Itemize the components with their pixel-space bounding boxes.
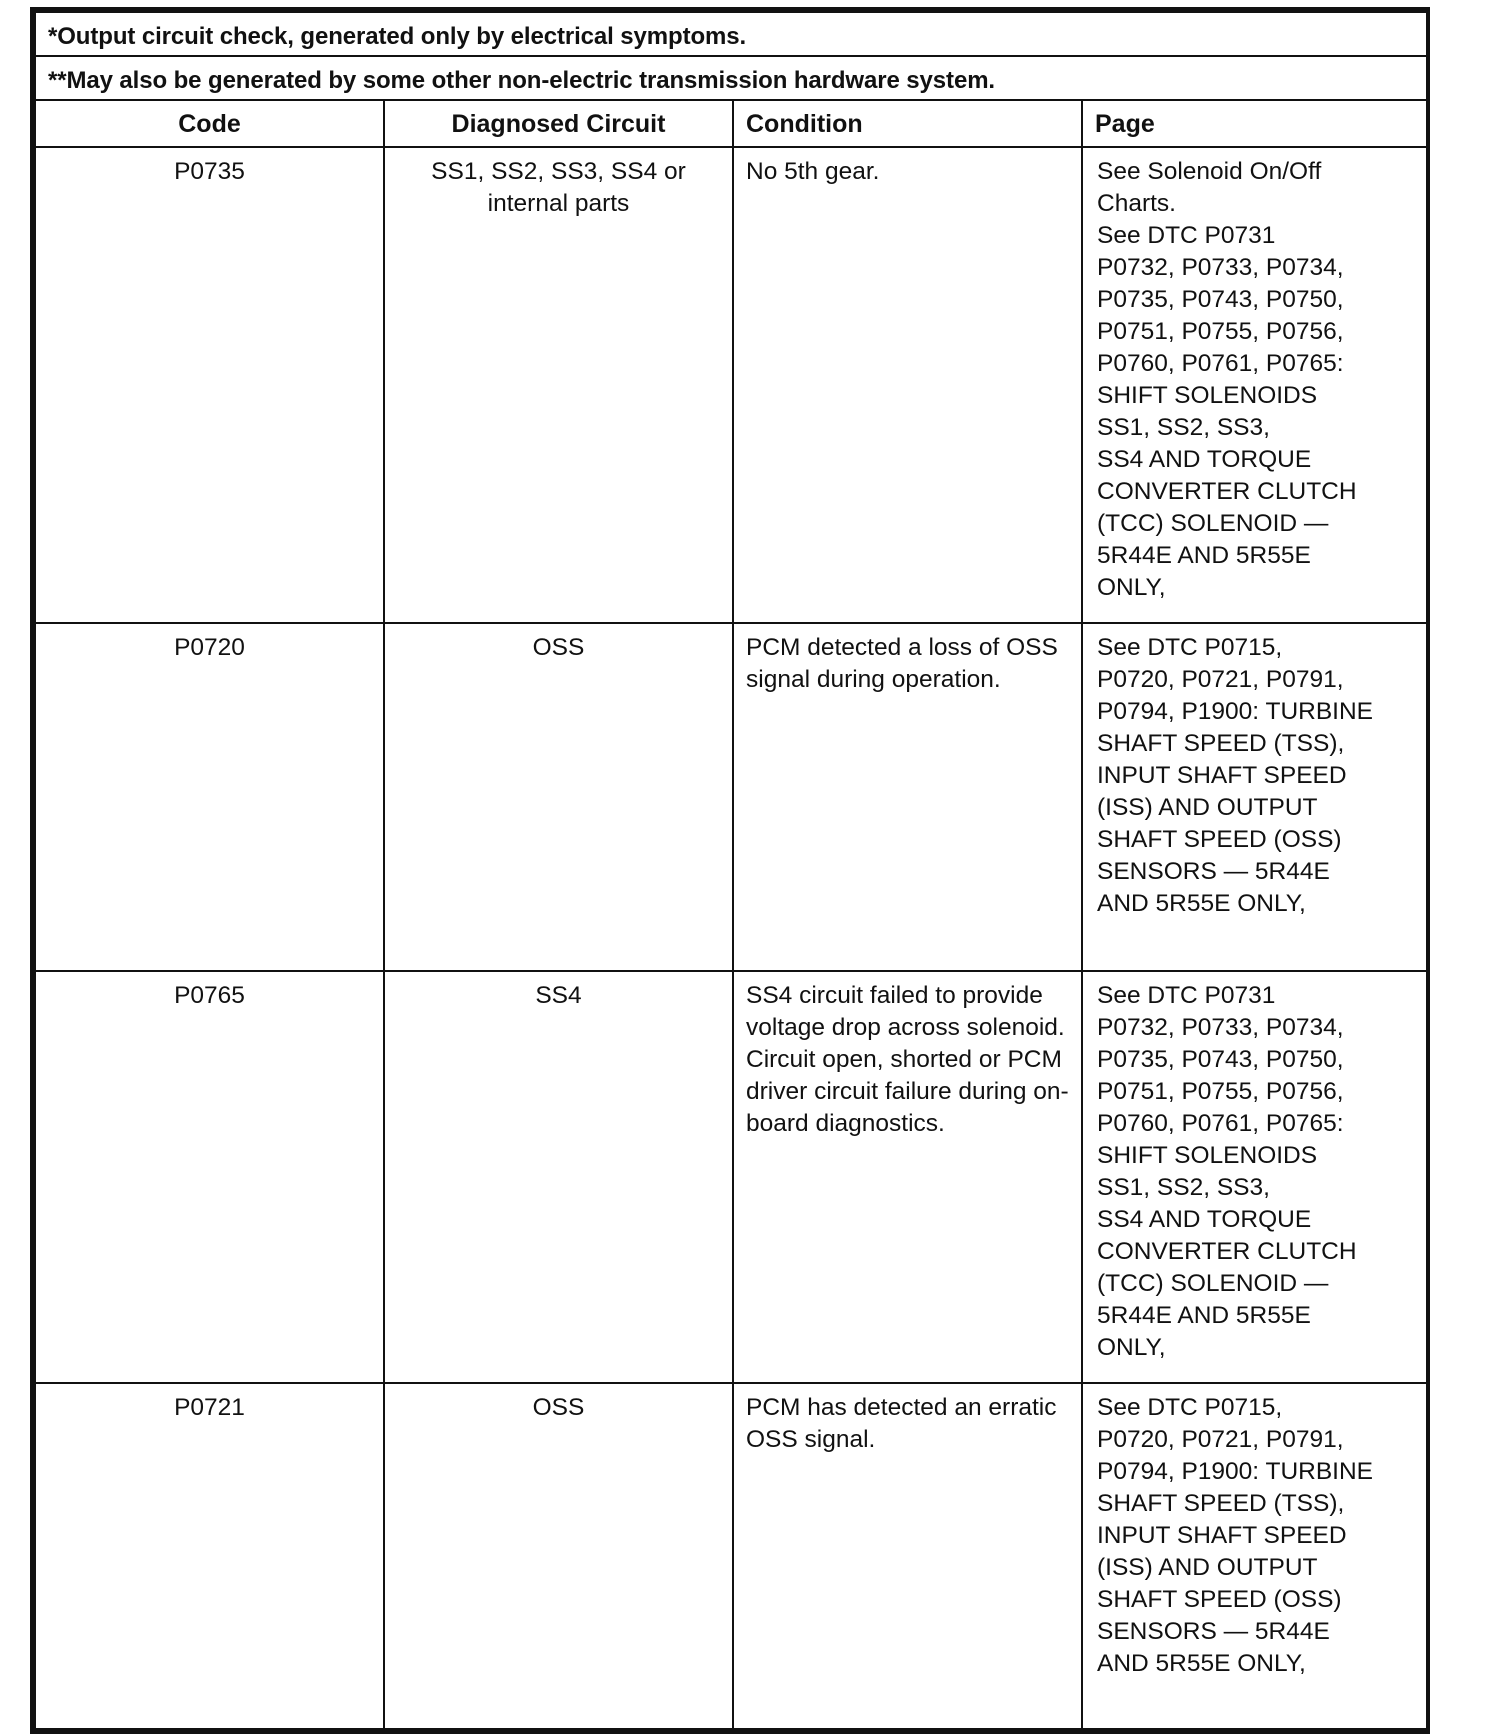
output-circuit-note: *Output circuit check, generated only by electrical symptoms. <box>35 12 1427 56</box>
page-reference-cell: See DTC P0731 P0732, P0733, P0734, P0735, P0743, P0750, P0751, P0755, P0756, P0760, P0761, P0765: SHIFT SOLENOIDS SS1, SS2, SS3, SS4 AND TORQUE CONVERTER CLUTCH (TCC) SOLENOID — 5R44E AND 5R55E ONLY, <box>1082 971 1427 1383</box>
page-reference-cell: See DTC P0715, P0720, P0721, P0791, P0794, P1900: TURBINE SHAFT SPEED (TSS), INPUT SHAFT SPEED (ISS) AND OUTPUT SHAFT SPEED (OSS) SENSORS — 5R44E AND 5R55E ONLY, <box>1082 623 1427 971</box>
table-row <box>35 147 1427 623</box>
dtc-table-sheet <box>30 7 1430 1734</box>
table-row <box>35 1383 1427 1729</box>
note-row <box>35 56 1427 100</box>
code-cell: P0720 <box>35 623 384 971</box>
code-cell: P0765 <box>35 971 384 1383</box>
code-cell: P0721 <box>35 1383 384 1729</box>
condition-cell: PCM has detected an erratic OSS signal. <box>733 1383 1082 1729</box>
circuit-cell: SS4 <box>384 971 733 1383</box>
note-row <box>35 12 1427 56</box>
header-row <box>35 100 1427 147</box>
circuit-cell: OSS <box>384 623 733 971</box>
dtc-table <box>34 11 1428 1730</box>
condition-cell: PCM detected a loss of OSS signal during operation. <box>733 623 1082 971</box>
column-header-page: Page <box>1082 100 1427 147</box>
page-reference-cell: See DTC P0715, P0720, P0721, P0791, P0794, P1900: TURBINE SHAFT SPEED (TSS), INPUT SHAFT SPEED (ISS) AND OUTPUT SHAFT SPEED (OSS) SENSORS — 5R44E AND 5R55E ONLY, <box>1082 1383 1427 1729</box>
circuit-cell: SS1, SS2, SS3, SS4 or internal parts <box>384 147 733 623</box>
table-row <box>35 971 1427 1383</box>
circuit-cell: OSS <box>384 1383 733 1729</box>
hardware-system-note: **May also be generated by some other non-electric transmission hardware system. <box>35 56 1427 100</box>
column-header-circuit: Diagnosed Circuit <box>384 100 733 147</box>
column-header-condition: Condition <box>733 100 1082 147</box>
condition-cell: No 5th gear. <box>733 147 1082 623</box>
code-cell: P0735 <box>35 147 384 623</box>
page-reference-cell: See Solenoid On/Off Charts. See DTC P0731 P0732, P0733, P0734, P0735, P0743, P0750, P0751, P0755, P0756, P0760, P0761, P0765: SHIFT SOLENOIDS SS1, SS2, SS3, SS4 AND TORQUE CONVERTER CLUTCH (TCC) SOLENOID — 5R44E AND 5R55E ONLY, <box>1082 147 1427 623</box>
condition-cell: SS4 circuit failed to provide voltage drop across solenoid. Circuit open, shorted or PCM driver circuit failure during on-board diagnostics. <box>733 971 1082 1383</box>
column-header-code: Code <box>35 100 384 147</box>
table-row <box>35 623 1427 971</box>
